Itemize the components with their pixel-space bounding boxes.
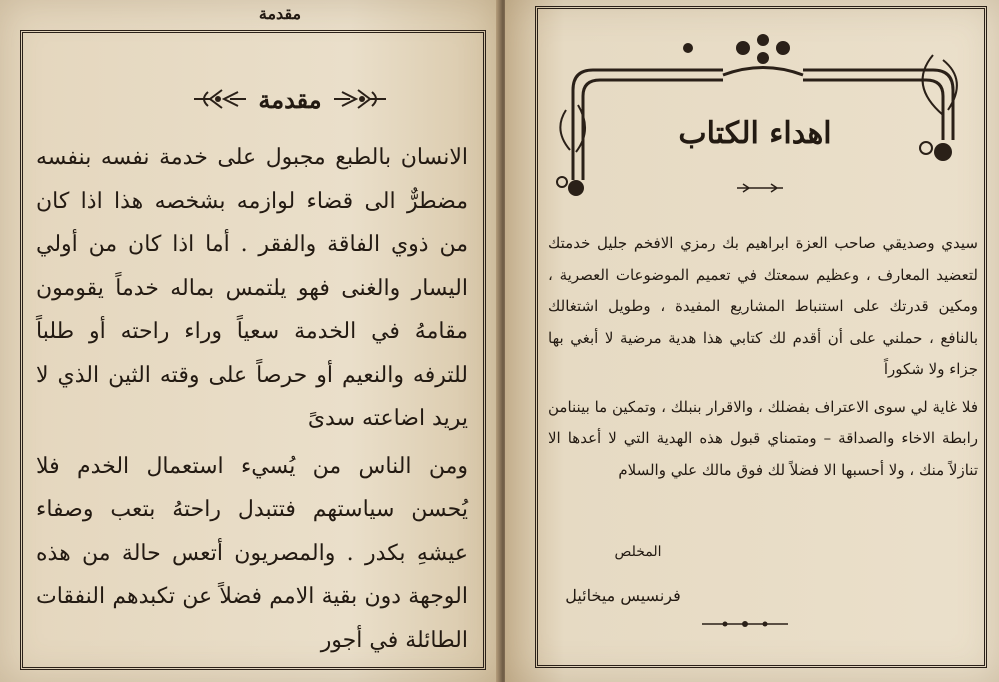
- paragraph: فلا غاية لي سوى الاعتراف بفضلك ، والاقرار بنبلك ، وتمكين ما بيننامن رابطة الاخاء والصداقة – ومتمناي قبول هذه الهدية التي لا أعدها الا تنازلاً منك ، ولا أحسبها الا فضلاً لك فوق مالك علي والسلام: [548, 397, 978, 479]
- floral-ornament-icon: [192, 84, 248, 114]
- running-header: مقدمة: [258, 4, 302, 23]
- section-title: مقدمة: [258, 84, 322, 114]
- paragraph: الانسان بالطبع مجبول على خدمة نفسه بنفسه مضطرٌّ الى قضاء لوازمه بشخصه هذا اذا كان من ذوي الفاقة والفقر . أما اذا كان من أولي اليسار والغنى فهو يلتمس بماله خدماً يقومون مقامهُ في الخدمة سعياً وراء راحته أو طلباً للترفه والنعيم أو حرصاً على وقته الثين الذي لا يريد اضاعته سدىً: [36, 145, 468, 431]
- decorative-header-frame-icon: [548, 30, 978, 200]
- dedication-title: اهداء الكتاب: [678, 116, 832, 151]
- floral-ornament-icon: [332, 84, 388, 114]
- signature-label: المخلص: [614, 544, 662, 560]
- introduction-text: [36, 136, 468, 662]
- tailpiece-ornament-icon: [700, 616, 790, 632]
- dedication-text: [548, 228, 978, 486]
- divider-ornament-icon: [735, 182, 785, 194]
- section-title-row: [170, 74, 410, 124]
- signature-name: فرنسيس ميخائيل: [565, 586, 681, 605]
- paragraph: ومن الناس من يُسيء استعمال الخدم فلا يُحسن سياستهم فتتبدل راحتهُ بتعب وصفاء عيشهِ بكدر . والمصريون أتعس حالة من هذه الوجهة دون بقية الامم فضلاً عن تكبدهم النفقات الطائلة في أجور: [36, 453, 468, 653]
- paragraph: سيدي وصديقي صاحب العزة ابراهيم بك رمزي الافخم جليل خدمتك لتعضيد المعارف ، وعظيم سمعتك في تعميم الموضوعات العصرية ، ومكين قدرتك على استنباط المشاريع المفيدة ، وطويل اشتغالك بالنافع ، حملني على أن أقدم لك كتابي هذا هدية مرضية لا أبغي بها جزاء ولا شكوراً: [548, 234, 978, 378]
